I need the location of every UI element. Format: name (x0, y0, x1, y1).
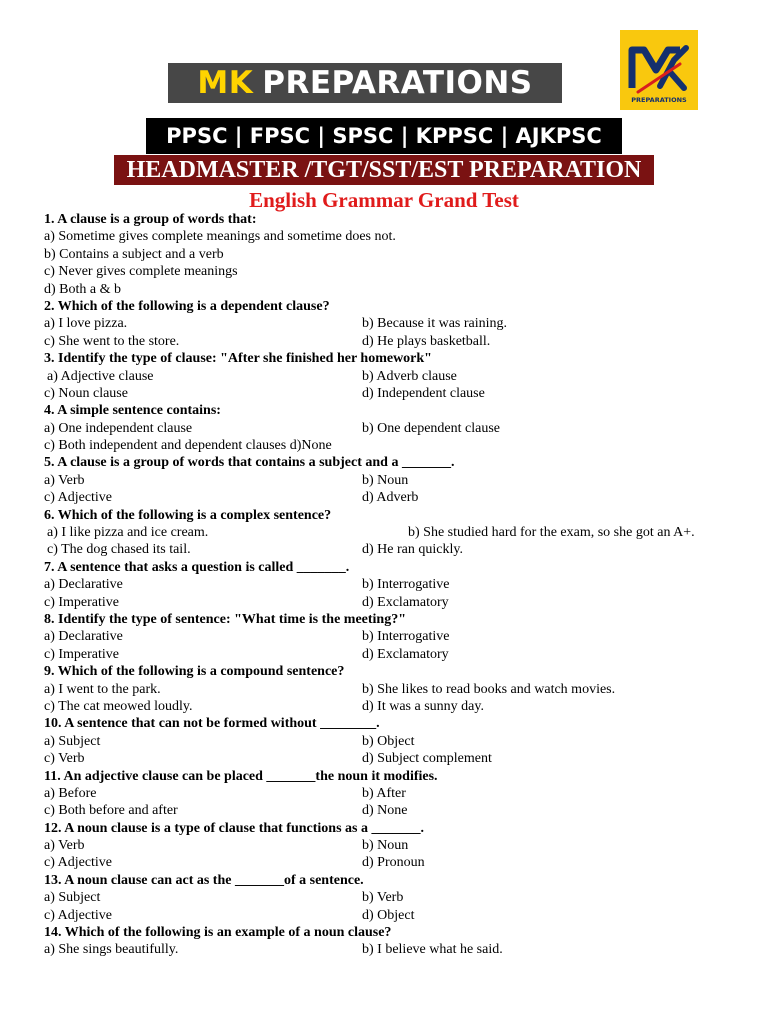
mk-logo-icon (620, 30, 698, 110)
q6-option-c: c) The dog chased its tail. (47, 542, 191, 558)
question-6: 6. Which of the following is a complex sentence? (44, 507, 332, 523)
q7-option-c: c) Imperative (44, 594, 120, 610)
q5-option-c: c) Adjective (44, 490, 113, 506)
question-5: 5. A clause is a group of words that contains a subject and a _______. (44, 455, 455, 471)
question-10: 10. A sentence that can not be formed without ________. (44, 716, 380, 732)
q2-option-a: a) I love pizza. (44, 316, 128, 332)
q2-option-d: d) He plays basketball. (362, 333, 491, 349)
q12-option-a: a) Verb (44, 838, 85, 854)
q9-option-b: b) She likes to read books and watch movies. (362, 681, 616, 697)
commissions-banner: PPSC | FPSC | SPSC | KPPSC | AJKPSC (146, 118, 622, 154)
question-list (44, 211, 744, 959)
q11-option-b: b) After (362, 785, 406, 801)
question-7: 7. A sentence that asks a question is called _______. (44, 559, 350, 575)
q9-option-a: a) I went to the park. (44, 681, 161, 697)
question-12: 12. A noun clause is a type of clause that functions as a _______. (44, 820, 424, 836)
q11-option-a: a) Before (44, 785, 97, 801)
question-4: 4. A simple sentence contains: (44, 403, 221, 419)
q10-option-c: c) Verb (44, 751, 85, 767)
q3-option-a: a) Adjective clause (47, 368, 154, 384)
q14-option-a: a) She sings beautifully. (44, 942, 179, 958)
q10-option-b: b) Object (362, 733, 415, 749)
q11-option-d: d) None (362, 803, 408, 819)
q13-option-d: d) Object (362, 907, 415, 923)
q9-option-d: d) It was a sunny day. (362, 698, 484, 714)
q12-option-d: d) Pronoun (362, 855, 425, 871)
q11-option-c: c) Both before and after (44, 803, 178, 819)
q3-option-d: d) Independent clause (362, 385, 485, 401)
logo-caption: PREPARATIONS (631, 96, 687, 104)
q5-option-a: a) Verb (44, 472, 85, 488)
question-13: 13. A noun clause can act as the _______of a sentence. (44, 872, 364, 888)
q5-option-b: b) Noun (362, 472, 409, 488)
question-2: 2. Which of the following is a dependent clause? (44, 298, 330, 314)
q13-option-a: a) Subject (44, 890, 101, 906)
q5-option-d: d) Adverb (362, 490, 419, 506)
brand-mk: MK (197, 65, 254, 101)
question-9: 9. Which of the following is a compound sentence? (44, 664, 345, 680)
question-11: 11. An adjective clause can be placed _______the noun it modifies. (44, 768, 438, 784)
q8-option-d: d) Exclamatory (362, 646, 449, 662)
q7-option-a: a) Declarative (44, 577, 123, 593)
q6-option-b: b) She studied hard for the exam, so she got an A+. (408, 525, 695, 541)
question-8: 8. Identify the type of sentence: "What time is the meeting?" (44, 611, 406, 627)
brand-name: PREPARATIONS (262, 65, 533, 101)
q1-option-b: b) Contains a subject and a verb (44, 246, 224, 262)
q13-option-c: c) Adjective (44, 907, 113, 923)
q4-option-b: b) One dependent clause (362, 420, 500, 436)
question-1: 1. A clause is a group of words that: (44, 212, 257, 227)
q6-option-d: d) He ran quickly. (362, 542, 463, 558)
exam-banner: HEADMASTER /TGT/SST/EST PREPARATION (114, 155, 654, 185)
q1-option-a: a) Sometime gives complete meanings and sometime does not. (44, 229, 396, 245)
q3-option-b: b) Adverb clause (362, 368, 457, 384)
q12-option-c: c) Adjective (44, 855, 113, 871)
q2-option-b: b) Because it was raining. (362, 316, 508, 332)
q8-option-c: c) Imperative (44, 646, 120, 662)
q1-option-d: d) Both a & b (44, 281, 121, 297)
q4-option-c-d: c) Both independent and dependent clauses d)None (44, 438, 332, 454)
q8-option-a: a) Declarative (44, 629, 123, 645)
q4-option-a: a) One independent clause (44, 420, 193, 436)
q1-option-c: c) Never gives complete meanings (44, 264, 238, 280)
question-14: 14. Which of the following is an example of a noun clause? (44, 925, 392, 941)
q3-option-c: c) Noun clause (44, 385, 128, 401)
q6-option-a: a) I like pizza and ice cream. (47, 525, 209, 541)
q7-option-b: b) Interrogative (362, 577, 450, 593)
brand-banner (168, 63, 562, 103)
q14-option-b: b) I believe what he said. (362, 942, 503, 958)
q10-option-d: d) Subject complement (362, 751, 492, 767)
q10-option-a: a) Subject (44, 733, 101, 749)
q13-option-b: b) Verb (362, 890, 404, 906)
q8-option-b: b) Interrogative (362, 629, 450, 645)
q7-option-d: d) Exclamatory (362, 594, 449, 610)
q9-option-c: c) The cat meowed loudly. (44, 698, 193, 714)
question-3: 3. Identify the type of clause: "After she finished her homework" (44, 351, 432, 367)
q12-option-b: b) Noun (362, 838, 409, 854)
test-title: English Grammar Grand Test (249, 188, 519, 212)
mk-logo (620, 30, 698, 110)
q2-option-c: c) She went to the store. (44, 333, 180, 349)
